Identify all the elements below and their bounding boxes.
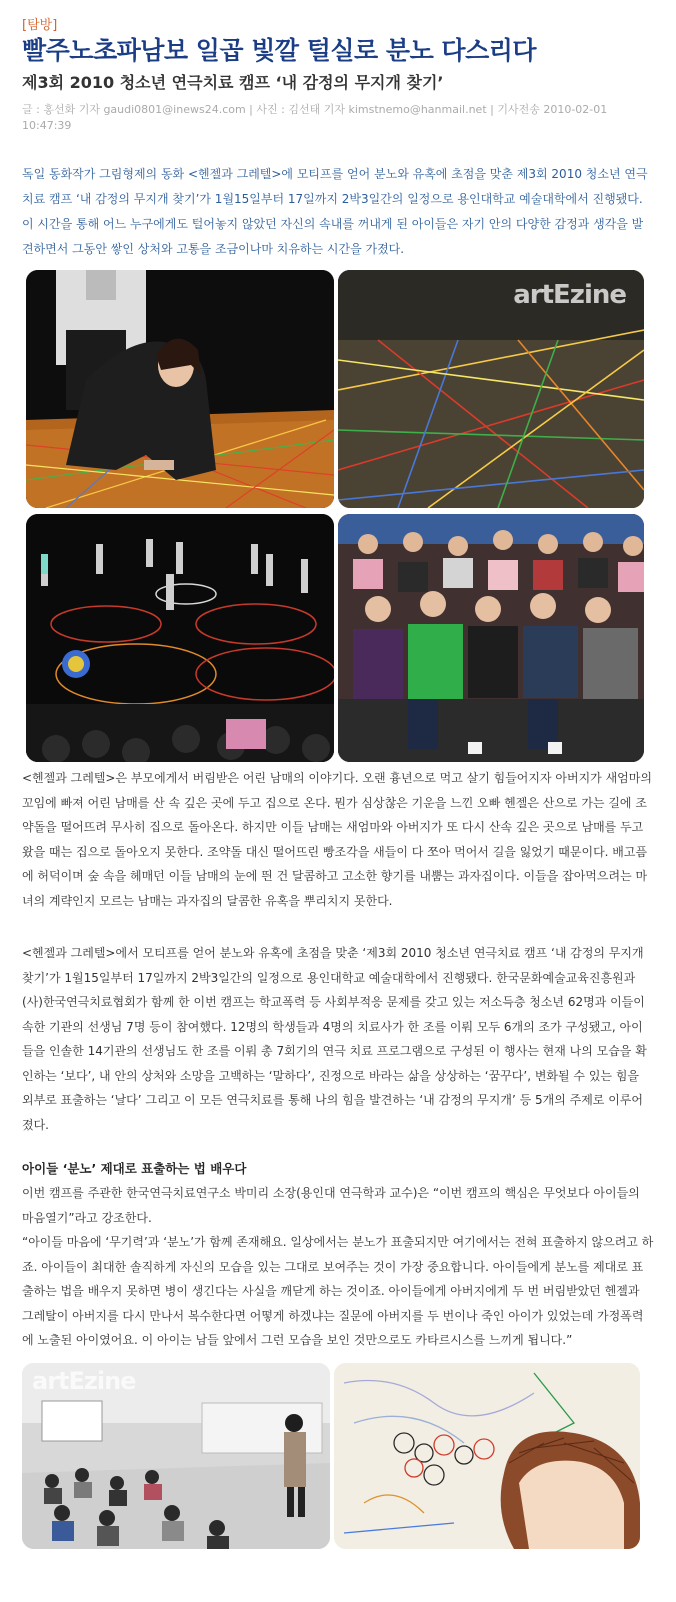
article xyxy=(22,14,654,1549)
body-paragraph-2: <헨젤과 그레텔>에서 모티프를 얻어 분노와 유혹에 초점을 맞춘 ‘제3회 2010 청소년 연극치료 캠프 ‘내 감정의 무지개 찾기’가 1월15일부터 17일까지 2박3일간의 일정으로 용인대학교 예술대학에서 진행됐다. 한국문화예술교육진흥원과 (사)한국연극치료협회가 함께 한 이번 캠프는 학교폭력 등 사회부적응 문제를 갖고 있는 저소득층 청소년 62명과 이들이 속한 기관의 선생님 7명 등이 참여했다. 12명의 학생들과 4명의 치료사가 한 조를 이뤄 모두 6개의 조가 구성됐고, 아이들을 인솔한 14기관의 선생님도 한 조를 이뤄 총 7회기의 연극 치료 프로그램으로 구성된 이 행사는 현재 나의 모습을 확인하는 ‘보다’, 내 안의 상처와 소망을 고백하는 ‘말하다’, 진정으로 바라는 삶을 상상하는 ‘꿈꾸다’, 변화될 수 있는 힘을 외부로 표출하는 ‘날다’ 그리고 이 모든 연극치료를 통해 나의 힘을 발견하는 ‘내 감정의 무지개’ 등 5개의 주제로 이루어졌다. xyxy=(22,946,647,1132)
photo-gallery-bottom xyxy=(22,1363,640,1549)
photo-drawing xyxy=(334,1363,640,1549)
section-heading: 아이들 ‘분노’ 제대로 표출하는 법 배우다 xyxy=(22,1161,247,1176)
body-paragraph-1: <헨젤과 그레텔>은 부모에게서 버림받은 어린 남매의 이야기다. 오랜 흉년으로 먹고 살기 힘들어지자 아버지가 새엄마의 꼬임에 빠져 어린 남매를 산 속 깊은 곳에 두고 집으로 온다. 뭔가 심상찮은 기운을 느낀 오빠 헨젤은 산으로 가는 길에 조약돌을 떨어뜨려 무사히 집으로 돌아온다. 하지만 이들 남매는 새엄마와 아버지가 또 다시 산속 깊은 곳으로 남매를 두고 왔을 때는 집으로 돌아오지 못한다. 조약돌 대신 떨어뜨린 빵조각을 새들이 다 쪼아 먹어서 길을 잃었기 때문이다. 배고픔에 허덕이며 숲 속을 헤매던 이들 남매의 눈에 띈 건 달콤하고 고소한 향기를 내뿜는 과자집이다. 이들을 잡아먹으려는 마녀의 계략인지 모르는 남매는 과자집의 달콤한 유혹을 뿌리치지 못한다. xyxy=(22,771,652,908)
photo-audience xyxy=(338,514,644,762)
headline: 빨주노초파남보 일곱 빛깔 털실로 분노 다스리다 xyxy=(22,36,537,65)
photo-classroom xyxy=(22,1363,330,1549)
photo-stage-circles xyxy=(26,514,334,762)
subheadline: 제3회 2010 청소년 연극치료 캠프 ‘내 감정의 무지개 찾기’ xyxy=(22,73,444,92)
photo-yarn-floor xyxy=(338,270,644,508)
photo-gallery-top xyxy=(26,270,662,762)
body-paragraph-4: “아이들 마음에 ‘무기력’과 ‘분노’가 함께 존재해요. 일상에서는 분노가 표출되지만 여기에서는 전혀 표출하지 않으려고 하죠. 아이들이 최대한 솔직하게 자신의 모습을 있는 그대로 보여주는 것이 가장 중요합니다. 아이들에게 분노를 제대로 표출하는 법을 배우지 못하면 병이 생긴다는 사실을 깨닫게 하는 것이죠. 아이들에게 아버지에게 두 번 버림받았던 헨젤과 그레탈이 아버지를 다시 만나서 복수한다면 어떻게 하겠냐는 질문에 아버지를 두 번이나 죽인 아이가 있었는데 가정폭력에 노출된 아이였어요. 이 아이는 남들 앞에서 그런 모습을 보인 것만으로도 카타르시스를 느끼게 됩니다.” xyxy=(22,1235,654,1347)
photo-stage-circles-art xyxy=(26,514,334,762)
photo-woman-yarn xyxy=(26,270,334,508)
section-tag: [탐방] xyxy=(22,18,58,33)
watermark-artezine-2: artEzine xyxy=(32,1366,136,1395)
lede-paragraph: 독일 동화작가 그림형제의 동화 <헨젤과 그레텔>에 모티프를 얻어 분노와 유혹에 초점을 맞춘 제3회 2010 청소년 연극치료 캠프 ‘내 감정의 무지개 찾기’가 1월15일부터 17일까지 2박3일간의 일정으로 용인대학교 예술대학에서 진행됐다. 이 시간을 통해 어느 누구에게도 털어놓지 않았던 자신의 속내를 꺼내게 된 아이들은 자기 안의 다양한 감정과 생각을 발견하면서 그동안 쌓인 상처와 고통을 조금이나마 치유하는 시간을 가졌다. xyxy=(22,167,648,256)
watermark-artezine: artEzine xyxy=(513,280,626,310)
photo-audience-art xyxy=(338,514,644,762)
byline: 글 : 홍선화 기자 gaudi0801@inews24.com | 사진 : 김선태 기자 kimstnemo@hanmail.net | 기사전송 2010-02-01 10:47:39 xyxy=(22,103,608,132)
photo-drawing-art xyxy=(334,1363,640,1549)
photo-woman-yarn-art xyxy=(26,270,334,508)
body-paragraph-3: 이번 캠프를 주관한 한국연극치료연구소 박미리 소장(용인대 연극학과 교수)은 “이번 캠프의 핵심은 무엇보다 아이들의 마음열기”라고 강조한다. xyxy=(22,1186,640,1225)
